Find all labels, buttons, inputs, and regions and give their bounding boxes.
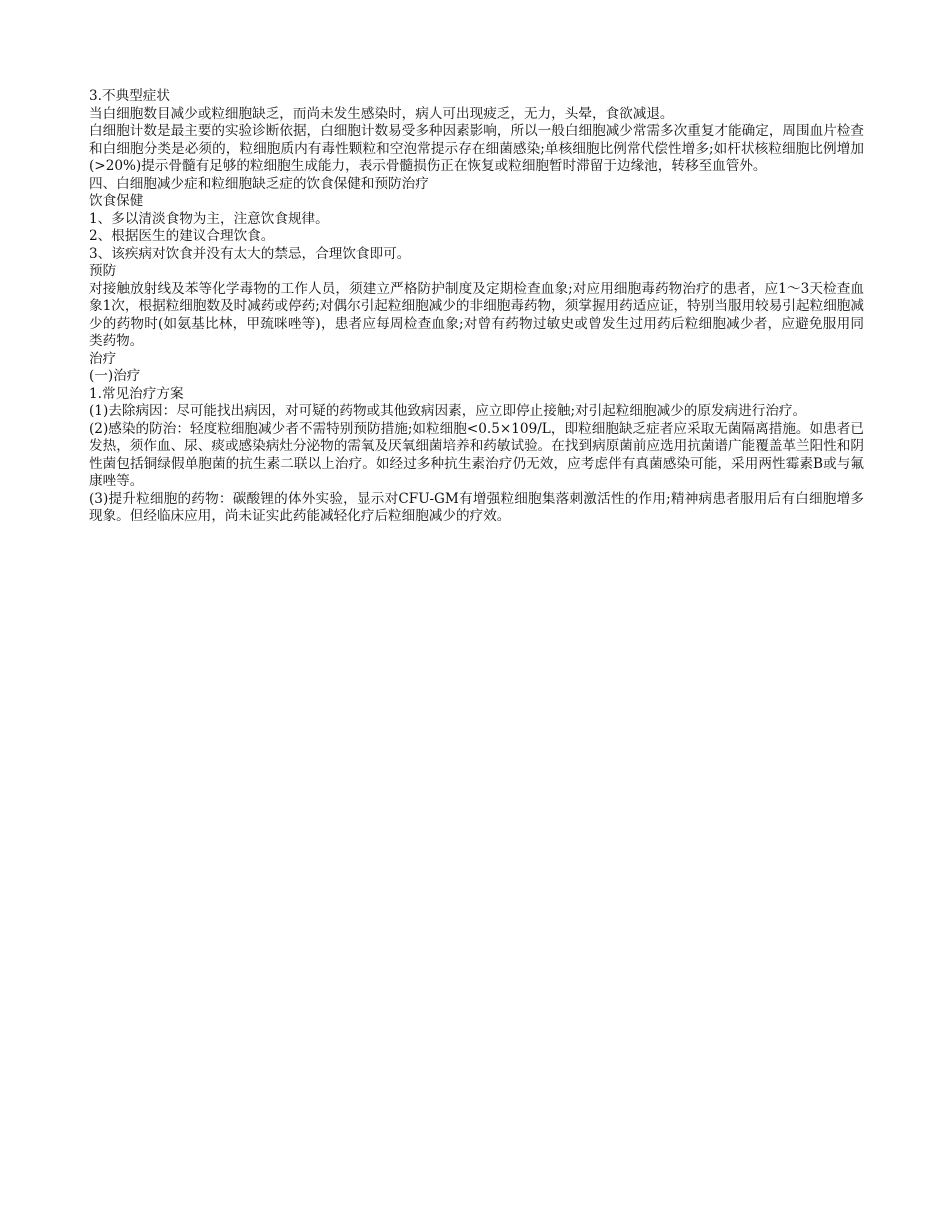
heading-prevention: 预防 xyxy=(89,263,117,279)
para-raise-granulocytes: (3)提升粒细胞的药物：碳酸锂的体外实验，显示对CFU-GM有增强粒细胞集落刺激活性的作用;精神病患者服用后有白细胞增多现象。但经临床应用，尚未证实此药能减轻化疗后粒细胞减少的疗效。 xyxy=(89,490,864,524)
heading-treatment: 治疗 xyxy=(89,350,117,367)
para-remove-cause: (1)去除病因：尽可能找出病因，对可疑的药物或其他致病因素，应立即停止接触;对引起粒细胞减少的原发病进行治疗。 xyxy=(89,403,807,419)
para-atypical-symptoms: 当白细胞数目减少或粒细胞缺乏，而尚未发生感染时，病人可出现疲乏，无力，头晕，食欲减退。 xyxy=(89,105,674,122)
heading-treatment-sub: (一)治疗 xyxy=(89,368,141,384)
diet-item-2: 2、根据医生的建议合理饮食。 xyxy=(89,228,275,244)
heading-atypical-symptoms: 3.不典型症状 xyxy=(89,88,170,104)
para-prevention: 对接触放射线及苯等化学毒物的工作人员，须建立严格防护制度及定期检查血象;对应用细胞毒药物治疗的患者，应1～3天检查血象1次，根据粒细胞数及时减药或停药;对偶尔引起粒细胞减少的非细胞毒药物，须掌握用药适应证，特别当服用较易引起粒细胞减少的药物时(如氨基比林，甲巯咪唑等)，患者应每周检查血象;对曾有药物过敏史或曾发生过用药后粒细胞减少者，应避免服用同类药物。 xyxy=(89,280,864,349)
heading-diet-care: 饮食保健 xyxy=(89,193,144,209)
para-infection-control: (2)感染的防治：轻度粒细胞减少者不需特别预防措施;如粒细胞<0.5×109/L，即粒细胞缺乏症者应采取无菌隔离措施。如患者已发热，须作血、尿、痰或感染病灶分泌物的需氧及厌氧细菌培养和药敏试验。在找到病原菌前应选用抗菌谱广能覆盖革兰阳性和阴性菌包括铜绿假单胞菌的抗生素二联以上治疗。如经过多种抗生素治疗仍无效，应考虑伴有真菌感染可能，采用两性霉素B或与氟康唑等。 xyxy=(89,420,864,489)
heading-common-regimen: 1.常见治疗方案 xyxy=(89,385,184,402)
heading-section-four: 四、白细胞减少症和粒细胞缺乏症的饮食保健和预防治疗 xyxy=(89,175,429,192)
para-lab-diagnosis: 白细胞计数是最主要的实验诊断依据，白细胞计数易受多种因素影响，所以一般白细胞减少常需多次重复才能确定，周围血片检查和白细胞分类是必须的，粒细胞质内有毒性颗粒和空泡常提示存在细菌感染;单核细胞比例常代偿性增多;如杆状核粒细胞比例增加(>20%)提示骨髓有足够的粒细胞生成能力，表示骨髓损伤正在恢复或粒细胞暂时滞留于边缘池，转移至血管外。 xyxy=(89,123,864,174)
diet-item-3: 3、该疾病对饮食并没有太大的禁忌，合理饮食即可。 xyxy=(89,245,411,262)
diet-item-1: 1、多以清淡食物为主，注意饮食规律。 xyxy=(89,210,329,227)
